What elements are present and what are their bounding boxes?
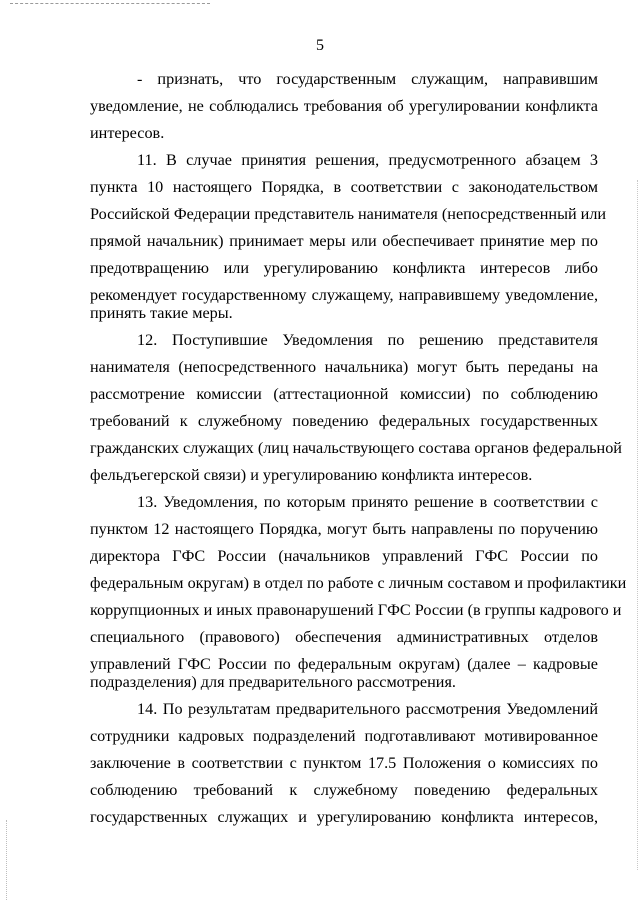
text-line: 11. В случае принятия решения, предусмотренного абзацем 3 [137, 151, 598, 169]
text-line: директора ГФС России (начальников управлений ГФС России по [90, 547, 598, 565]
text-line: федеральным округам) в отдел по работе с личным составом и профилактики [90, 574, 627, 592]
text-line: 13. Уведомления, по которым принято решение в соответствии с [137, 493, 598, 511]
text-line: 14. По результатам предварительного рассмотрения Уведомлений [137, 700, 598, 718]
text-line: государственных служащих и урегулированию конфликта интересов, [90, 808, 598, 826]
text-line: 12. Поступившие Уведомления по решению представителя [137, 331, 598, 349]
text-line: требований к служебному поведению федеральных государственных [90, 412, 598, 430]
scan-artifact-line [10, 3, 210, 4]
text-line: фельдъегерской связи) и урегулированию конфликта интересов. [90, 466, 533, 484]
text-line: гражданских служащих (лиц начальствующего состава органов федеральной [90, 439, 622, 457]
text-line: подразделения) для предварительного рассмотрения. [90, 673, 456, 691]
text-line: рассмотрение комиссии (аттестационной комиссии) по соблюдению [90, 385, 598, 403]
text-line: соблюдению требований к служебному поведению федеральных [90, 781, 598, 799]
text-line: сотрудники кадровых подразделений подготавливают мотивированное [90, 727, 598, 745]
text-line: предотвращению или урегулированию конфликта интересов либо [90, 259, 598, 277]
text-line: пунктом 12 настоящего Порядка, могут быть направлены по поручению [90, 520, 598, 538]
page-number: 5 [316, 37, 324, 54]
text-line: управлений ГФС России по федеральным округам) (далее – кадровые [90, 655, 598, 673]
text-line: прямой начальник) принимает меры или обеспечивает принятие мер по [90, 232, 598, 250]
text-line: рекомендует государственному служащему, направившему уведомление, [90, 286, 598, 304]
text-line: заключение в соответствии с пунктом 17.5 Положения о комиссиях по [90, 754, 598, 772]
scan-artifact-edge [6, 820, 7, 900]
text-line: интересов. [90, 124, 165, 142]
text-line: - признать, что государственным служащим, направившим [137, 70, 598, 88]
text-line: пункта 10 настоящего Порядка, в соответствии с законодательством [90, 178, 598, 196]
text-line: уведомление, не соблюдались требования об урегулировании конфликта [90, 97, 598, 115]
text-line: специального (правового) обеспечения административных отделов [90, 628, 598, 646]
text-line: нанимателя (непосредственного начальника) могут быть переданы на [90, 358, 598, 376]
scan-artifact-edge [637, 180, 638, 870]
text-line: Российской Федерации представитель нанимателя (непосредственный или [90, 205, 607, 223]
text-line: коррупционных и иных правонарушений ГФС России (в группы кадрового и [90, 601, 622, 619]
text-line: принять такие меры. [90, 304, 233, 322]
